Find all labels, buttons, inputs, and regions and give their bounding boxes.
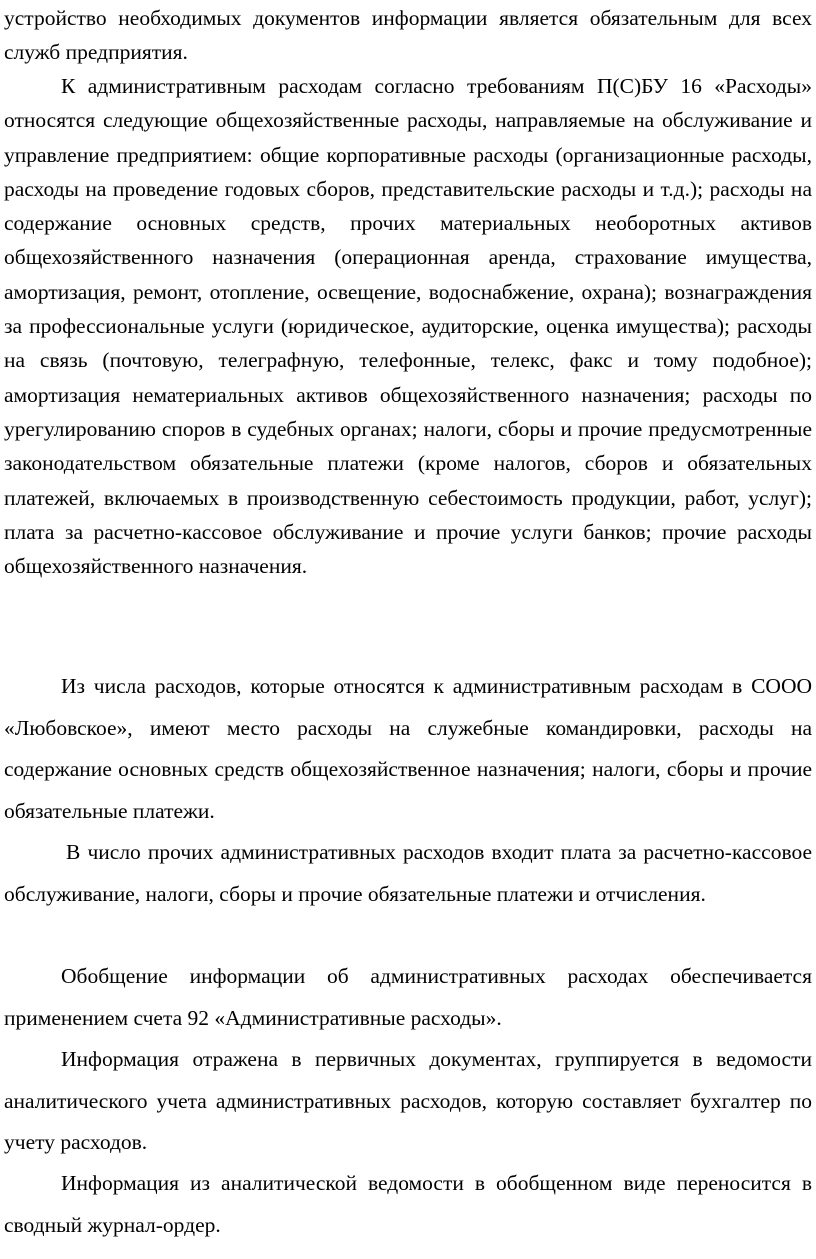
paragraph-primary-documents: Информация отражена в первичных документах, группируется в ведомости аналитического учета административных расходов, которую составляет бухгалтер по учету расходов. — [4, 1047, 812, 1154]
paragraph-admin-expenses-definition: К административным расходам согласно требованиям П(С)БУ 16 «Расходы» относятся следующие общехозяйственные расходы, направляемые на обслуживание и управление предприятием: общие корпоративные расходы (организационные расходы, расходы на проведение годовых сборов, представительские расходы и т.д.); расходы на содержание основных средств, прочих материальных необоротных активов общехозяйственного назначения (операционная аренда, страхование имущества, амортизация, ремонт, отопление, освещение, водоснабжение, охрана); вознаграждения за профессиональные услуги (юридическое, аудиторские, оценка имущества); расходы на связь (почтовую, телеграфную, телефонные, телекс, факс и тому подобное); амортизация нематериальных активов общехозяйственного назначения; расходы по урегулированию споров в судебных органах; налоги, сборы и прочие предусмотренные законодательством обязательные платежи (кроме налогов, сборов и обязательных платежей, включаемых в производственную себестоимость продукции, работ, услуг); плата за расчетно-кассовое обслуживание и прочие услуги банков; прочие расходы общехозяйственного назначения. — [4, 74, 812, 579]
paragraph-other-expenses: В число прочих административных расходов входит плата за расчетно-кассовое обслуживание, налоги, сборы и прочие обязательные платежи и отчисления. — [4, 840, 812, 906]
paragraph-account-92: Обобщение информации об административных расходах обеспечивается применением счета 92 «Административные расходы». — [4, 964, 812, 1030]
paragraph-journal-order: Информация из аналитической ведомости в обобщенном виде переносится в сводный журнал-ордер. — [4, 1171, 812, 1237]
paragraph-company-expenses: Из числа расходов, которые относятся к административным расходам в СООО «Любовское», имеют место расходы на служебные командировки, расходы на содержание основных средств общехозяйственное назначения; налоги, сборы и прочие обязательные платежи. — [4, 674, 812, 823]
paragraph-continuation: устройство необходимых документов информации является обязательным для всех служб предприятия. — [4, 6, 812, 65]
